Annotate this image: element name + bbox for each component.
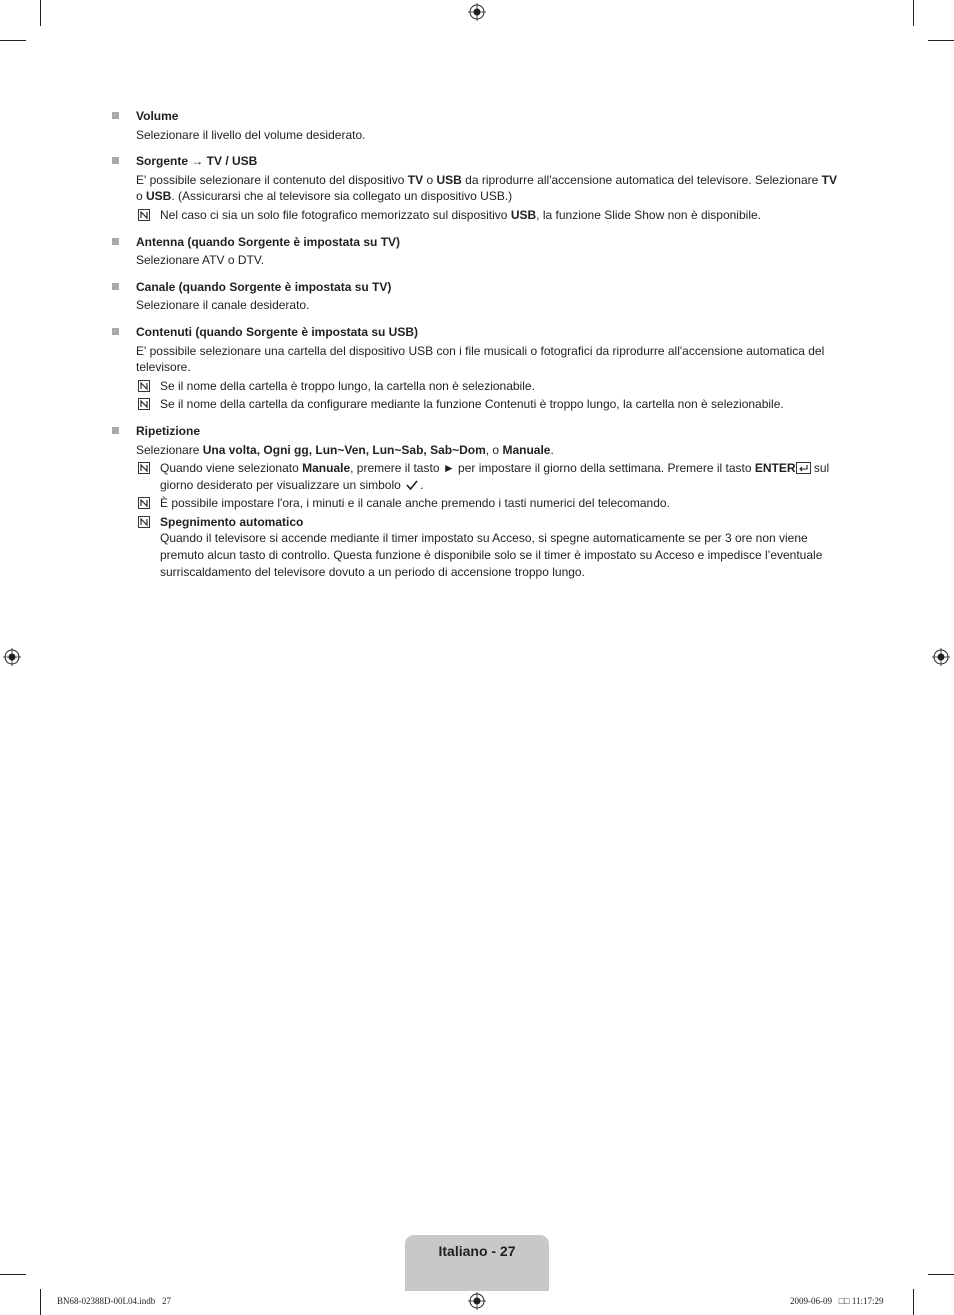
crop-mark <box>913 0 914 26</box>
page-content <box>112 108 838 590</box>
section-heading: Ripetizione <box>136 423 201 438</box>
slug-file: BN68-02388D-00L04.indb 27 <box>57 1296 171 1306</box>
note-icon <box>138 462 150 474</box>
square-bullet-icon <box>112 112 119 119</box>
square-bullet-icon <box>112 427 119 434</box>
section-contenuti <box>112 324 838 413</box>
section-text: E' possibile selezionare il contenuto del dispositivo TV o USB da riprodurre all'accensione automatica del televisore. Selezionare TV o USB. (Assicurarsi che al televisore sia collegato un dispositivo USB.) <box>136 172 837 204</box>
note-icon <box>138 380 150 392</box>
section-sorgente <box>112 153 838 223</box>
note-icon <box>138 497 150 509</box>
note: È possibile impostare l'ora, i minuti e il canale anche premendo i tasti numerici del telecomando. <box>136 495 838 512</box>
page-number-tab <box>405 1235 549 1291</box>
note: Quando viene selezionato Manuale, premere il tasto ► per impostare il giorno della settimana. Premere il tasto ENTER sul giorno desiderato per visualizzare un simbolo . <box>136 460 838 493</box>
note: Nel caso ci sia un solo file fotografico memorizzato sul dispositivo USB, la funzione Slide Show non è disponibile. <box>136 207 838 224</box>
square-bullet-icon <box>112 157 119 164</box>
section-volume <box>112 108 838 143</box>
section-heading: Antenna (quando Sorgente è impostata su TV) <box>136 234 401 249</box>
crop-mark <box>913 1289 914 1315</box>
square-bullet-icon <box>112 328 119 335</box>
section-heading: Canale (quando Sorgente è impostata su TV) <box>136 279 392 294</box>
section-ripetizione <box>112 423 838 580</box>
note: Se il nome della cartella da configurare mediante la funzione Contenuti è troppo lungo, la cartella non è selezionabile. <box>136 396 838 413</box>
square-bullet-icon <box>112 283 119 290</box>
square-bullet-icon <box>112 238 119 245</box>
section-text: Selezionare il canale desiderato. <box>136 298 310 313</box>
section-text: Selezionare Una volta, Ogni gg, Lun~Ven, Lun~Sab, Sab~Dom, o Manuale. <box>136 442 554 457</box>
crop-mark <box>40 0 41 26</box>
note-icon <box>138 516 150 528</box>
section-canale <box>112 279 838 314</box>
crop-mark <box>0 40 26 41</box>
crop-mark <box>928 40 954 41</box>
page-label: Italiano - 27 <box>438 1243 516 1259</box>
section-heading: Contenuti (quando Sorgente è impostata su USB) <box>136 324 419 339</box>
note-text: Quando il televisore si accende mediante il timer impostato su Acceso, si spegne automaticamente se per 3 ore non viene premuto alcun tasto di controllo. Questa funzione è disponibile solo se il timer è impostato su Acceso e impedisce l’eventuale surriscaldamento del televisore dovuto a un periodo di accensione troppo lungo. <box>160 531 823 579</box>
note-heading: Spegnimento automatico <box>160 514 304 529</box>
section-text: Selezionare ATV o DTV. <box>136 253 265 268</box>
note: Se il nome della cartella è troppo lungo, la cartella non è selezionabile. <box>136 378 838 395</box>
registration-mark-icon <box>3 648 21 666</box>
registration-mark-icon <box>932 648 950 666</box>
section-heading: Sorgente → TV / USB <box>136 154 258 169</box>
section-antenna <box>112 234 838 269</box>
section-heading: Volume <box>136 109 179 123</box>
crop-mark <box>40 1289 41 1315</box>
slug-date: 2009-06-09 □□ 11:17:29 <box>790 1296 884 1306</box>
note-icon <box>138 398 150 410</box>
crop-mark <box>0 1274 26 1275</box>
registration-mark-icon <box>468 3 486 21</box>
note <box>136 514 838 580</box>
registration-mark-icon <box>468 1292 486 1310</box>
section-text: Selezionare il livello del volume desiderato. <box>136 127 366 142</box>
enter-key-icon <box>796 462 811 474</box>
note-icon <box>138 209 150 221</box>
section-text: E' possibile selezionare una cartella del dispositivo USB con i file musicali o fotografici da riprodurre all'accensione automatica del televisore. <box>136 343 825 375</box>
checkmark-icon <box>404 479 420 491</box>
crop-mark <box>928 1274 954 1275</box>
